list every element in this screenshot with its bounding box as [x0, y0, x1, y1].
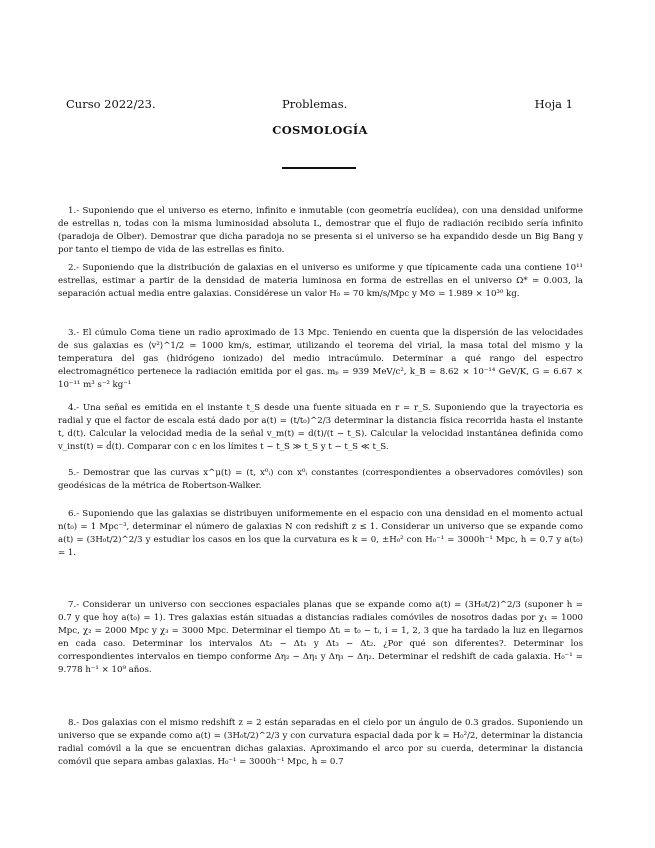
- problem-7-text: 7.- Considerar un universo con secciones espaciales planas que se expande como a(t) = (3H₀t/2)^2/3 (suponer h = 0.7 y que hoy a(t₀) = 1). Tres galaxias están situadas a distancias radiales comóviles de nosotros dadas por χ₁ = 1000 Mpc, χ₂ = 2000 Mpc y χ₃ = 3000 Mpc. Determinar el tiempo Δtᵢ = t₀ − tᵢ, i = 1, 2, 3 que ha tardado la luz en llegarnos en cada caso. Determinar los intervalos Δt₂ − Δt₁ y Δt₃ − Δt₂. ¿Por qué son diferentes?. Determinar los correspondientes intervalos en tiempo conforme Δη₂ − Δη₁ y Δη₃ − Δη₂. Determinar el redshift de cada galaxia. H₀⁻¹ = 9.778 h⁻¹ × 10⁹ años.: [58, 600, 583, 676]
- problem-8-text: 8.- Dos galaxias con el mismo redshift z = 2 están separadas en el cielo por un ángulo de 0.3 grados. Suponiendo un universo que se expande como a(t) = (3H₀t/2)^2/3 y con curvatura espacial dada por k = H₀²/2, determinar la distancia radial comóvil a la que se encuentran dichas galaxias. Aproximando el arco por su cuerda, determinar la distancia comóvil que separa ambas galaxias. H₀⁻¹ = 3000h⁻¹ Mpc, h = 0.7: [58, 718, 583, 768]
- problem-5: [58, 467, 583, 508]
- problem-4: [58, 402, 583, 467]
- problem-5-text: 5.- Demostrar que las curvas x^μ(t) = (t, x⁰ᵢ) con x⁰ᵢ constantes (correspondientes a observadores comóviles) son geodésicas de la métrica de Robertson-Walker.: [58, 468, 583, 492]
- problem-1: [58, 205, 583, 262]
- problem-3: [58, 327, 583, 402]
- problem-list: [58, 205, 583, 777]
- problem-3-text: 3.- El cúmulo Coma tiene un radio aproximado de 13 Mpc. Teniendo en cuenta que la dispersión de las velocidades de sus galaxias es ⟨v²⟩^1/2 ≃ 1000 km/s, estimar, utilizando el teorema del virial, la masa total del mismo y la temperatura del gas (hidrógeno ionizado) del medio intracúmulo. Determinar a qué rango del espectro electromagnético pertenece la radiación emitida por el gas. mₚ = 939 MeV/c², k_B = 8.62 × 10⁻¹⁴ GeV/K, G = 6.67 × 10⁻¹¹ m³ s⁻² kg⁻¹: [58, 328, 583, 391]
- sheet-label: Hoja 1: [534, 97, 573, 111]
- title-divider: [282, 167, 356, 169]
- course-label: Curso 2022/23.: [66, 97, 156, 111]
- problem-2-text: 2.- Suponiendo que la distribución de galaxias en el universo es uniforme y que típicamente cada una contiene 10¹¹ estrellas, estimar a partir de la densidad de materia luminosa en forma de estrellas en el universo Ω* ≃ 0.003, la separación actual media entre galaxias. Considérese un valor H₀ = 70 km/s/Mpc y M⊙ = 1.989 × 10³⁰ kg.: [58, 263, 583, 300]
- problem-1-text: 1.- Suponiendo que el universo es eterno, infinito e inmutable (con geometría euclídea), con una densidad uniforme de estrellas n, todas con la misma luminosidad absoluta L, demostrar que el flujo de radiación recibido sería infinito (paradoja de Olber). Demostrar que dicha paradoja no se presenta si el universo se ha expandido desde un Big Bang y por tanto el tiempo de vida de las estrellas es finito.: [58, 206, 583, 256]
- problem-4-text: 4.- Una señal es emitida en el instante t_S desde una fuente situada en r = r_S. Suponiendo que la trayectoria es radial y que el factor de escala está dado por a(t) = (t/t₀)^2/3 determinar la distancia física recorrida hasta el instante t, d(t). Calcular la velocidad media de la señal v_m(t) = d(t)/(t − t_S). Calcular la velocidad instantánea definida como v_inst(t) = ḋ(t). Comparar con c en los límites t − t_S ≫ t_S y t − t_S ≪ t_S.: [58, 403, 583, 453]
- page-title: COSMOLOGÍA: [272, 123, 368, 137]
- problem-2: [58, 262, 583, 327]
- problem-6-text: 6.- Suponiendo que las galaxias se distribuyen uniformemente en el espacio con una densidad en el momento actual n(t₀) = 1 Mpc⁻³, determinar el número de galaxias N con redshift z ≤ 1. Considerar un universo que se expande como a(t) = (3H₀t/2)^2/3 y estudiar los casos en los que la curvatura es k = 0, ±H₀² con H₀⁻¹ = 3000h⁻¹ Mpc, h = 0.7 y a(t₀) = 1.: [58, 509, 583, 559]
- page-header: [66, 96, 573, 112]
- problem-7: [58, 599, 583, 717]
- section-label: Problemas.: [282, 97, 348, 111]
- problem-8: [58, 717, 583, 777]
- problem-6: [58, 508, 583, 599]
